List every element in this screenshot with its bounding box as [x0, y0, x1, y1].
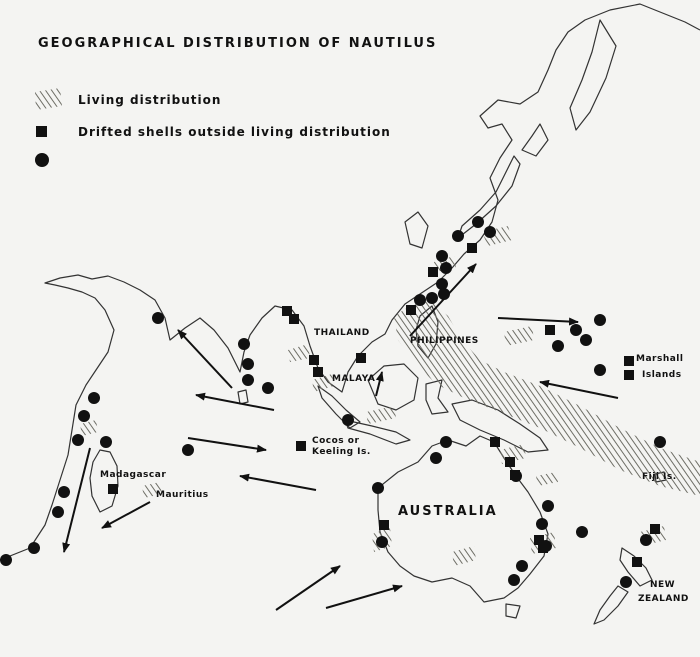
srilanka-coastline: [238, 390, 248, 404]
living-aus-ne: [536, 472, 558, 486]
circle-marker: [238, 338, 250, 350]
circle-marker: [516, 560, 528, 572]
circle-marker: [372, 482, 384, 494]
square-markers: [36, 126, 660, 567]
circle-marker: [620, 576, 632, 588]
circle-marker: [542, 500, 554, 512]
drift-arrow: [102, 502, 150, 528]
circle-marker: [508, 574, 520, 586]
square-marker: [108, 484, 118, 494]
circle-marker: [452, 230, 464, 242]
legend-circle-icon: [35, 153, 49, 167]
nz-south-coastline: [594, 586, 628, 624]
kamchatka-coastline: [570, 20, 616, 130]
drift-arrow: [240, 476, 316, 490]
legend-living-label: Living distribution: [78, 93, 222, 107]
drift-arrow: [498, 318, 578, 322]
square-marker: [313, 367, 323, 377]
circle-marker: [436, 278, 448, 290]
label-malaya: MALAYA: [332, 374, 376, 384]
circle-marker: [536, 518, 548, 530]
circle-marker: [576, 526, 588, 538]
living-philippines: [504, 326, 534, 346]
living-legend-swatch: [35, 88, 62, 110]
square-marker: [289, 314, 299, 324]
label-madagascar: Madagascar: [100, 470, 167, 480]
square-marker: [538, 543, 548, 553]
circle-marker: [484, 226, 496, 238]
drift-arrow: [276, 566, 340, 610]
circle-marker: [28, 542, 40, 554]
circle-marker: [376, 536, 388, 548]
square-marker: [510, 470, 520, 480]
circle-marker: [52, 506, 64, 518]
living-java: [366, 406, 396, 424]
label-philippines: PHILIPPINES: [410, 336, 479, 346]
circle-marker: [594, 314, 606, 326]
circle-marker: [242, 374, 254, 386]
living-aus-s: [452, 546, 476, 566]
drift-arrow: [178, 330, 232, 388]
label-cocos: Cocos or: [312, 436, 360, 446]
circle-marker: [440, 436, 452, 448]
label-mauritius: Mauritius: [156, 490, 209, 500]
tasmania-coastline: [506, 604, 520, 618]
label-new: NEW: [650, 580, 676, 590]
circle-marker: [440, 262, 452, 274]
circle-marker: [242, 358, 254, 370]
label-australia: AUSTRALIA: [398, 504, 498, 519]
drift-arrow: [326, 586, 402, 608]
circle-marker: [654, 436, 666, 448]
drift-arrow: [196, 395, 274, 410]
label-thailand: THAILAND: [314, 328, 370, 338]
circle-marker: [100, 436, 112, 448]
square-marker: [505, 457, 515, 467]
label-keeling: Keeling Is.: [312, 447, 371, 457]
circle-marker: [414, 294, 426, 306]
circle-marker: [430, 452, 442, 464]
square-marker: [632, 557, 642, 567]
square-marker: [406, 305, 416, 315]
circle-marker: [472, 216, 484, 228]
circle-marker: [438, 288, 450, 300]
label-marshall: Marshall: [636, 354, 684, 364]
circle-marker: [594, 364, 606, 376]
square-marker: [490, 437, 500, 447]
circle-marker: [262, 382, 274, 394]
living-thailand: [288, 344, 310, 362]
square-marker: [624, 370, 634, 380]
living-africa: [80, 420, 98, 436]
hokkaido-coastline: [522, 124, 548, 156]
circle-marker: [552, 340, 564, 352]
drift-arrow: [188, 438, 266, 450]
square-marker: [309, 355, 319, 365]
circle-marker: [436, 250, 448, 262]
living-distribution: [35, 88, 700, 566]
square-marker: [545, 325, 555, 335]
circle-marker: [580, 334, 592, 346]
map-title: GEOGRAPHICAL DISTRIBUTION OF NAUTILUS: [38, 36, 438, 51]
australia-coastline: [378, 436, 548, 602]
circle-marker: [88, 392, 100, 404]
label-zealand: ZEALAND: [638, 594, 689, 604]
square-marker: [467, 243, 477, 253]
circle-marker: [0, 554, 12, 566]
madagascar-coastline: [90, 450, 118, 512]
circle-markers: [0, 153, 666, 588]
drift-arrow: [64, 448, 90, 552]
circle-marker: [182, 444, 194, 456]
square-marker: [296, 441, 306, 451]
square-marker: [624, 356, 634, 366]
circle-marker: [152, 312, 164, 324]
square-marker: [650, 524, 660, 534]
circle-marker: [426, 292, 438, 304]
circle-marker: [342, 414, 354, 426]
square-marker: [428, 267, 438, 277]
square-marker: [356, 353, 366, 363]
square-marker: [379, 520, 389, 530]
circle-marker: [58, 486, 70, 498]
label-islands: Islands: [642, 370, 682, 380]
korea-coastline: [405, 212, 428, 248]
circle-marker: [78, 410, 90, 422]
borneo-coastline: [368, 364, 418, 410]
legend-square-icon: [36, 126, 47, 137]
circle-marker: [640, 534, 652, 546]
circle-marker: [72, 434, 84, 446]
drift-arrow: [376, 372, 382, 396]
legend-drifted-label: Drifted shells outside living distribution: [78, 125, 391, 139]
circle-marker: [570, 324, 582, 336]
label-fiji: Fiji Is.: [642, 472, 677, 482]
